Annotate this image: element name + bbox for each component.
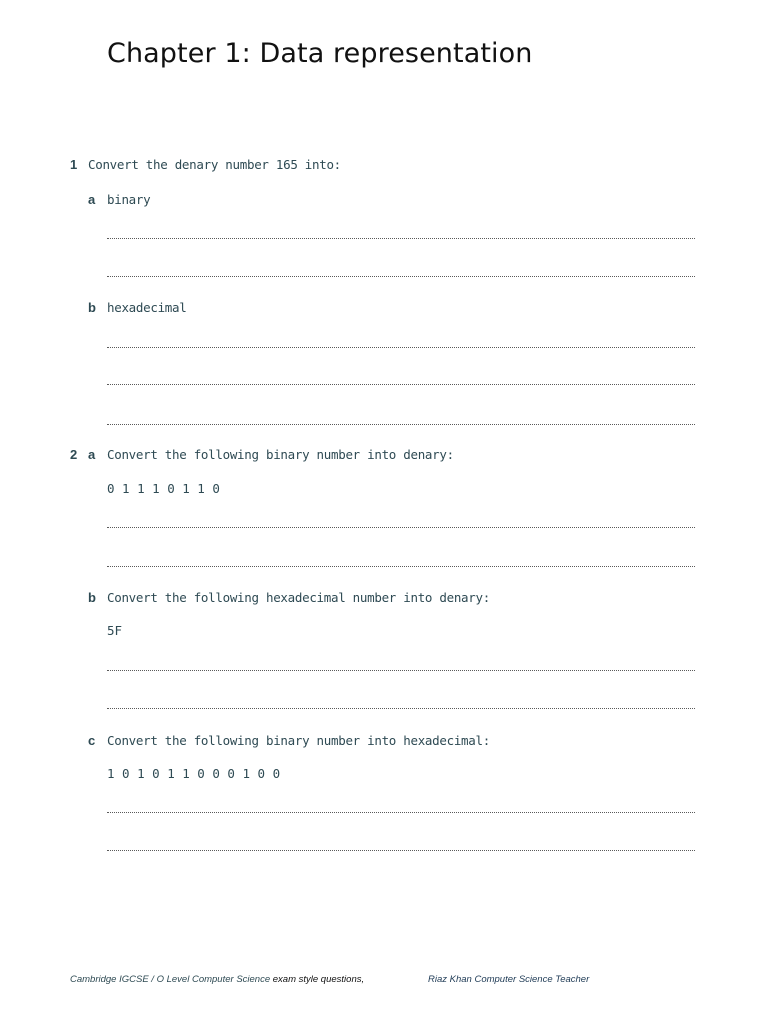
question-1b-label: b — [88, 300, 96, 315]
footer-course: Cambridge IGCSE / O Level Computer Science — [70, 974, 271, 985]
answer-line-1b-1[interactable] — [107, 347, 695, 348]
answer-line-2b-1[interactable] — [107, 670, 695, 671]
answer-line-2a-1[interactable] — [107, 527, 695, 528]
footer-left — [70, 974, 364, 985]
question-2-number: 2 — [70, 447, 78, 462]
question-1a-label: a — [88, 192, 96, 207]
binary-number-2c: 1 0 1 0 1 1 0 0 0 1 0 0 — [107, 766, 281, 781]
question-2c-text: Convert the following binary number into hexadecimal: — [107, 733, 490, 748]
question-1a-text: binary — [107, 192, 151, 207]
question-2b-text: Convert the following hexadecimal number into denary: — [107, 590, 490, 605]
question-2a-label: a — [88, 447, 96, 462]
question-2a-text: Convert the following binary number into denary: — [107, 447, 454, 462]
question-2b-label: b — [88, 590, 96, 605]
question-2c-label: c — [88, 733, 96, 748]
answer-line-2c-2[interactable] — [107, 850, 695, 851]
footer-author: Riaz Khan Computer Science Teacher — [428, 974, 590, 985]
answer-line-2b-2[interactable] — [107, 708, 695, 709]
binary-number-2a: 0 1 1 1 0 1 1 0 — [107, 481, 220, 496]
question-1-number: 1 — [70, 157, 78, 172]
footer-suffix: exam style questions, — [272, 974, 365, 985]
answer-line-1b-3[interactable] — [107, 424, 695, 425]
question-1-text: Convert the denary number 165 into: — [88, 157, 341, 172]
page-title: Chapter 1: Data representation — [107, 38, 533, 69]
question-1b-text: hexadecimal — [107, 300, 187, 315]
answer-line-1a-2[interactable] — [107, 276, 695, 277]
answer-line-1b-2[interactable] — [107, 384, 695, 385]
answer-line-2c-1[interactable] — [107, 812, 695, 813]
hex-number-2b: 5F — [107, 623, 123, 638]
answer-line-2a-2[interactable] — [107, 566, 695, 567]
answer-line-1a-1[interactable] — [107, 238, 695, 239]
